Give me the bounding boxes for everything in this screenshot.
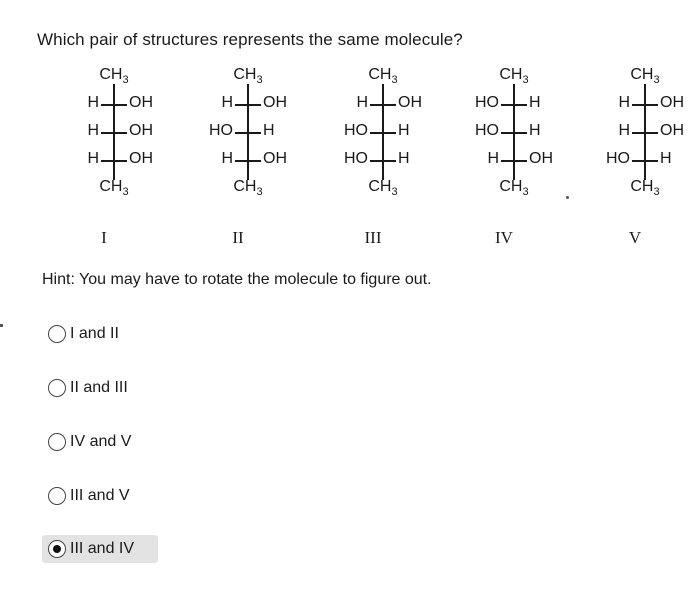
top-group: $CH_3$ [233, 66, 263, 87]
edge-mark [0, 324, 3, 327]
left-substituent: H [87, 150, 99, 167]
left-substituent: HO [209, 122, 233, 139]
right-substituent: OH [398, 94, 422, 111]
top-group: $CH_3$ [499, 66, 529, 87]
fischer-projection-5 [580, 66, 700, 216]
left-substituent: H [487, 150, 499, 167]
numeral-label: III [364, 228, 382, 247]
left-substituent: HO [344, 150, 368, 167]
option-label: IV and V [70, 433, 132, 450]
left-substituent: H [618, 94, 630, 111]
stereocenter-row [580, 94, 700, 114]
right-substituent: OH [529, 150, 553, 167]
right-substituent: OH [129, 122, 153, 139]
option-label: III and V [70, 487, 130, 504]
option-label: I and II [70, 325, 119, 342]
stereocenter-row [49, 150, 179, 170]
stereocenter-row [183, 150, 313, 170]
radio-button[interactable] [48, 325, 66, 343]
right-substituent: OH [129, 150, 153, 167]
numeral-label: IV [495, 228, 513, 247]
right-substituent: OH [660, 94, 684, 111]
top-group: $CH_3$ [368, 66, 398, 87]
option-label: II and III [70, 379, 128, 396]
left-substituent: H [221, 150, 233, 167]
option-1[interactable] [42, 320, 125, 348]
option-4[interactable] [42, 482, 136, 510]
radio-button[interactable] [48, 379, 66, 397]
left-substituent: H [356, 94, 368, 111]
stereocenter-row [318, 150, 448, 170]
stereocenter-row [49, 122, 179, 142]
left-substituent: HO [606, 150, 630, 167]
option-2[interactable] [42, 374, 134, 402]
numeral-label: I [101, 228, 107, 247]
fischer-projection-1 [49, 66, 179, 216]
right-substituent: OH [263, 150, 287, 167]
radio-button[interactable] [48, 487, 66, 505]
fischer-projection-2 [183, 66, 313, 216]
right-substituent: H [398, 150, 410, 167]
stereocenter-row [580, 150, 700, 170]
left-substituent: H [618, 122, 630, 139]
left-substituent: HO [475, 94, 499, 111]
fischer-projection-4 [449, 66, 579, 216]
bottom-group: $CH_3$ [368, 178, 398, 199]
stereocenter-row [318, 122, 448, 142]
left-substituent: H [221, 94, 233, 111]
left-substituent: H [87, 94, 99, 111]
fischer-projection-3 [318, 66, 448, 216]
right-substituent: H [398, 122, 410, 139]
right-substituent: OH [129, 94, 153, 111]
right-substituent: H [529, 122, 541, 139]
question-text: Which pair of structures represents the same molecule? [37, 30, 463, 49]
stereocenter-row [49, 94, 179, 114]
right-substituent: H [660, 150, 672, 167]
bottom-group: $CH_3$ [630, 178, 660, 199]
bottom-group: $CH_3$ [233, 178, 263, 199]
option-3[interactable] [42, 428, 137, 456]
radio-button-checked[interactable] [48, 540, 66, 558]
stereocenter-row [580, 122, 700, 142]
left-substituent: HO [475, 122, 499, 139]
right-substituent: OH [660, 122, 684, 139]
bottom-group: $CH_3$ [499, 178, 529, 199]
option-label: III and IV [70, 540, 135, 557]
stereocenter-row [318, 94, 448, 114]
top-group: $CH_3$ [630, 66, 660, 87]
stereocenter-row [449, 150, 579, 170]
hint-text: Hint: You may have to rotate the molecule to figure out. [42, 271, 432, 288]
right-substituent: H [263, 122, 275, 139]
stray-dot [566, 196, 569, 199]
right-substituent: OH [263, 94, 287, 111]
stereocenter-row [449, 94, 579, 114]
bottom-group: $CH_3$ [99, 178, 129, 199]
stereocenter-row [183, 94, 313, 114]
left-substituent: HO [344, 122, 368, 139]
numeral-label: V [628, 228, 642, 247]
stereocenter-row [449, 122, 579, 142]
top-group: $CH_3$ [99, 66, 129, 87]
radio-button[interactable] [48, 433, 66, 451]
option-5[interactable] [42, 535, 158, 563]
right-substituent: H [529, 94, 541, 111]
left-substituent: H [87, 122, 99, 139]
stereocenter-row [183, 122, 313, 142]
numeral-label: II [232, 228, 244, 247]
